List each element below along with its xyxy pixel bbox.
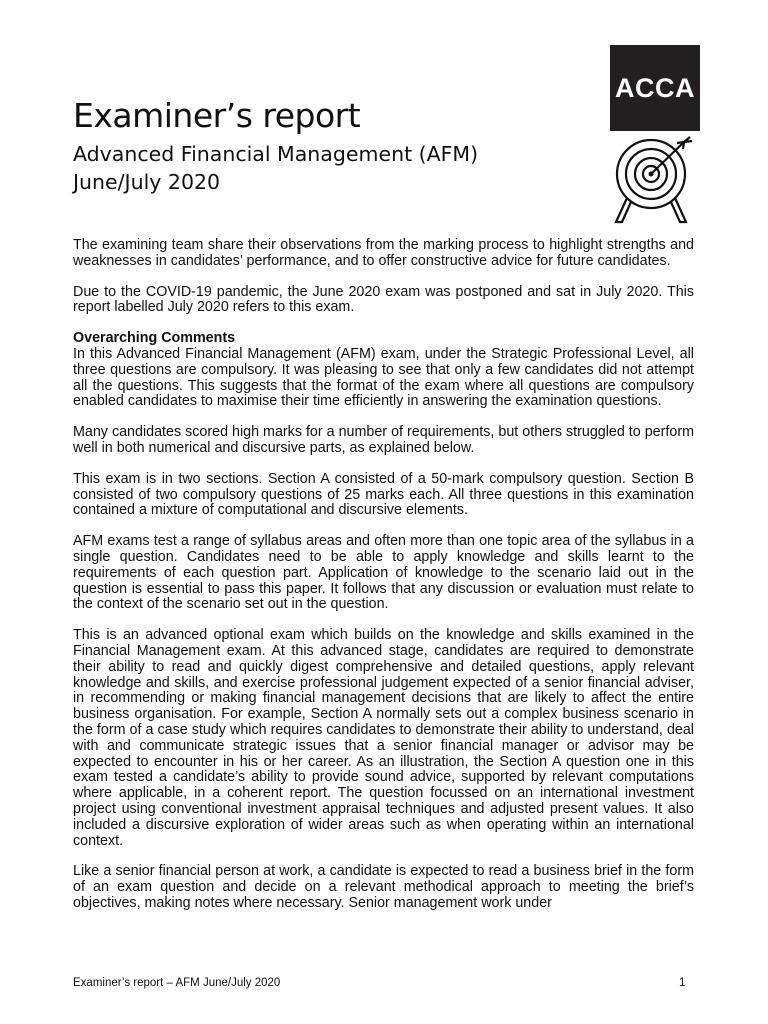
page-number: 1 xyxy=(679,977,686,989)
performance-paragraph: Many candidates scored high marks for a number of requirements, but others struggled to perform well in both numerical and discursive parts, as explained below. xyxy=(73,424,694,456)
syllabus-paragraph: AFM exams test a range of syllabus areas and often more than one topic area of the syllabus in a single question. Candidates need to be able to apply knowledge and skills learnt to the requirements of each question part. Application of knowledge to the scenario laid out in the question is essential to pass this paper. It follows that any discussion or evaluation must relate to the context of the scenario set out in the question. xyxy=(73,533,694,613)
report-subtitle: Advanced Financial Management (AFM) xyxy=(73,142,479,166)
report-title: Examiner’s report xyxy=(73,96,361,135)
advanced-exam-paragraph: This is an advanced optional exam which builds on the knowledge and skills examined in the Financial Management exam. At this advanced stage, candidates are required to demonstrate their ability to read and quickly digest comprehensive and detailed questions, apply relevant knowledge and skills, and exercise professional judgement expected of a senior financial adviser, in recommending or making financial management decisions that are likely to affect the entire business organisation. For example, Section A normally sets out a complex business scenario in the form of a case study which requires candidates to demonstrate their ability to understand, deal with and communicate strategic issues that a senior financial manager or advisor may be expected to encounter in his or her career. As an illustration, the Section A question one in this exam tested a candidate’s ability to provide sound advice, supported by relevant computations where applicable, in a coherent report. The question focussed on an international investment project using conventional investment appraisal techniques and adjusted present values. It also included a discursive exploration of wider areas such as when operating within an international context. xyxy=(73,627,694,849)
footer-title: Examiner’s report – AFM June/July 2020 xyxy=(73,977,281,989)
overarching-heading: Overarching Comments xyxy=(73,330,236,347)
report-body xyxy=(73,238,694,927)
senior-person-paragraph: Like a senior financial person at work, a candidate is expected to read a business brief in the form of an exam question and decide on a relevant methodical approach to meeting the brief’s objectives, making notes where necessary. Senior management work under xyxy=(73,863,694,911)
report-session: June/July 2020 xyxy=(73,170,221,194)
intro-paragraph: The examining team share their observations from the marking process to highlight strengths and weaknesses in candidates’ performance, and to offer constructive advice for future candidates. xyxy=(73,237,694,269)
acca-logo xyxy=(610,45,700,131)
logo-text: ACCA xyxy=(615,72,695,103)
sections-paragraph: This exam is in two sections. Section A consisted of a 50-mark compulsory question. Section B consisted of two compulsory questions of 25 marks each. All three questions in this examination contained a mixture of computational and discursive elements. xyxy=(73,470,694,519)
compulsory-paragraph: In this Advanced Financial Management (AFM) exam, under the Strategic Professional Level, all three questions are compulsory. It was pleasing to see that only a few candidates did not attempt all the questions. This suggests that the format of the exam where all questions are compulsory enabled candidates to maximise their time efficiently in answering the examination questions. xyxy=(73,345,694,410)
target-with-arrow-icon xyxy=(604,136,700,226)
covid-paragraph: Due to the COVID-19 pandemic, the June 2020 exam was postponed and sat in July 2020. This report labelled July 2020 refers to this exam. xyxy=(73,283,694,316)
